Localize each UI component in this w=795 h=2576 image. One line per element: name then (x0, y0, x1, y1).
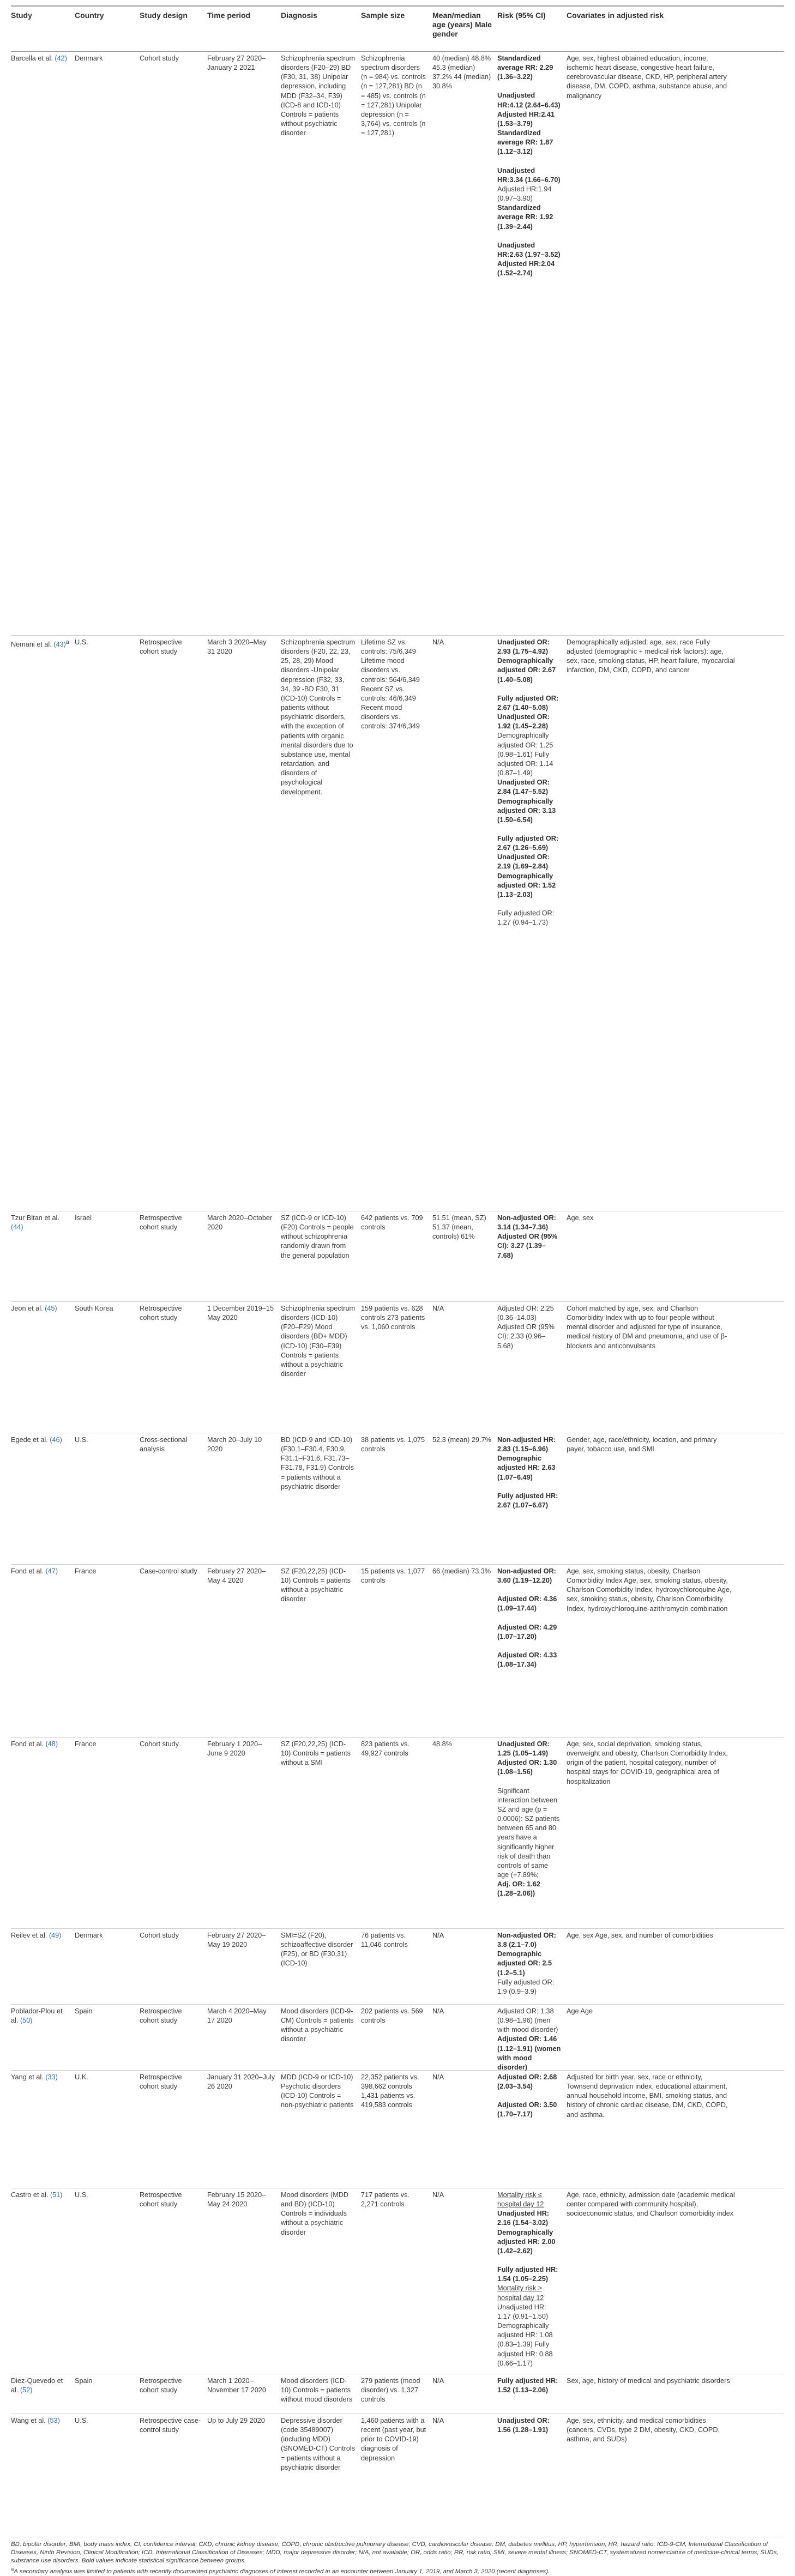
risk-spacer (497, 1642, 561, 1651)
header-time-period: Time period (207, 11, 251, 20)
cell-risk (497, 1738, 567, 1928)
cell-diagnosis: MDD (ICD-9 or ICD-10) Psychotic disorders (ICD-10) Controls = non-psychiatric patients (281, 2073, 354, 2109)
risk-estimate: Unadjusted OR: 2.84 (1.47–5.52) Demographically adjusted OR: 3.13 (1.50–6.54) (497, 779, 556, 824)
reference-link[interactable]: (42) (55, 55, 67, 62)
risk-estimate: Fully adjusted OR: 1.27 (0.94–1.73) (497, 909, 555, 927)
cell-sample: 159 patients vs. 628 controls 273 patients vs. 1,060 controls (361, 1305, 425, 1331)
cell-risk (497, 2374, 567, 2414)
risk-estimate: Unadjusted HR:2.63 (1.97–3.52) Adjusted HR:2.04 (1.52–2.74) (497, 241, 561, 277)
risk-estimate: Adjusted HR:1.94 (0.97–3.90) (497, 185, 552, 203)
risk-estimate: Fully adjusted OR: 1.9 (0.9–3.9) (497, 1978, 555, 1995)
table-row (11, 1211, 784, 1302)
table-row (11, 2188, 784, 2374)
cell-design: Cohort study (140, 1740, 179, 1748)
cell-risk (497, 52, 567, 635)
header-sample-size: Sample size (361, 11, 405, 20)
cell-period: 1 December 2019–15 May 2020 (207, 1305, 274, 1322)
cell-design: Retrospective cohort study (140, 2073, 182, 2091)
risk-estimate: Standardized average RR: 1.92 (1.39–2.44) (497, 204, 553, 231)
cell-covariates: Demographically adjusted: age, sex, race Fully adjusted (demographic + medical risk factors): age, sex, race, smoking status, HP, heart failure, myocardial infarction, DM, CKD, COPD, and cancer (567, 638, 735, 674)
cell-study (11, 2414, 75, 2537)
cell-sample: 202 patients vs. 569 controls (361, 2007, 423, 2025)
reference-link[interactable]: (53) (47, 2417, 60, 2424)
table-row (11, 2374, 784, 2414)
cell-study (11, 2188, 75, 2374)
cell-diagnosis: Mood disorders (ICD-10) Controls = patients without mood disorders (281, 2377, 353, 2404)
risk-estimate: Unadjusted HR:3.34 (1.66–6.70) (497, 166, 561, 184)
cell-risk (497, 1929, 567, 2004)
cell-country: U.K. (75, 2073, 88, 2081)
reference-link[interactable]: (33) (45, 2073, 58, 2081)
cell-sample: 717 patients vs. 2,271 controls (361, 2191, 409, 2209)
reference-link[interactable]: (48) (45, 1740, 58, 1748)
table-header-row (11, 7, 784, 52)
cell-age: N/A (432, 2417, 444, 2424)
cell-diagnosis: SMI=SZ (F20), schizoaffective disorder (F25), or BD (F30,31)(ICD-10) (281, 1932, 353, 1968)
risk-estimate: Adjusted OR: 3.50 (1.70–7.17) (497, 2101, 557, 2119)
risk-estimate: Standardized average RR: 2.29 (1.36–3.22) (497, 55, 553, 81)
cell-covariates: Age Age (567, 2007, 593, 2015)
cell-period: March 3 2020–May 31 2020 (207, 638, 267, 656)
cell-country: South Korea (75, 1305, 113, 1312)
cell-risk (497, 1302, 567, 1433)
cell-diagnosis: Schizophrenia spectrum disorders (F20, 22, 23, 25, 28, 29) Mood disorders -Unipolar depression (F32, 33, 34, 39 -BD F30, 31 (ICD-10) Controls = patients without psychiatric disorders, with the exception of patients with organic mental disorders due to substance use, mental retardation, and disorders of psychological development. (281, 638, 356, 796)
cell-study (11, 52, 75, 635)
risk-estimate: Unadjusted HR: 2.16 (1.54–3.02) Demographically adjusted HR: 2.00 (1.42–2.62) (497, 2210, 556, 2255)
header-covariates: Covariates in adjusted risk (567, 11, 664, 20)
cell-age: N/A (432, 638, 444, 646)
cell-diagnosis: BD (ICD-9 and ICD-10) (F30.1–F30.4, F30.9, F31.1–F31.6, F31.73–F31.78, F31.9) Controls = patients without a psychiatric disorder (281, 1436, 354, 1491)
risk-estimate: Unadjusted OR: 1.56 (1.28–1.91) (497, 2417, 550, 2434)
study-author: Egede et al. (11, 1436, 48, 1444)
cell-diagnosis: Schizophrenia spectrum disorders (F20–29) BD (F30, 31, 38) Unipolar depression, including MDD (F32–34, F39) (ICD-8 and ICD-10) Controls = patients without psychiatric disorder (281, 55, 356, 137)
cell-period: February 15 2020–May 24 2020 (207, 2191, 266, 2209)
cell-design: Retrospective cohort study (140, 2007, 182, 2025)
cell-sample: 642 patients vs. 709 controls (361, 1214, 423, 1232)
risk-estimate: Unadjusted HR: 1.17 (0.91–1.50) Demographically adjusted HR: 1.08 (0.83–1.39) Fully adjusted HR: 0.88 (0.66–1.17) (497, 2303, 553, 2367)
cell-age: 48.8% (432, 1740, 452, 1748)
study-author: Fond et al. (11, 1740, 44, 1748)
cell-period: March 20–July 10 2020 (207, 1436, 262, 1453)
risk-spacer (497, 1482, 561, 1492)
cell-country: France (75, 1567, 97, 1575)
cell-age: N/A (432, 1305, 444, 1312)
table-row (11, 2414, 784, 2537)
cell-diagnosis: Mood disorders (MDD and BD) (ICD-10) Controls = individuals without a psychiatric disorder (281, 2191, 349, 2236)
risk-estimate: Unadjusted OR: 1.25 (1.05–1.49) Adjusted OR: 1.30 (1.08–1.56) (497, 1740, 557, 1776)
cell-risk (497, 1565, 567, 1737)
reference-link[interactable]: (46) (50, 1436, 62, 1444)
cell-country: U.S. (75, 1436, 88, 1444)
cell-design: Retrospective cohort study (140, 2191, 182, 2209)
cell-age: N/A (432, 2191, 444, 2199)
cell-design: Cohort study (140, 55, 179, 62)
risk-spacer (497, 1777, 561, 1787)
risk-spacer (497, 2256, 561, 2265)
cell-period: February 27 2020–May 19 2020 (207, 1932, 266, 1949)
header-country: Country (75, 11, 104, 20)
table-document (11, 5, 784, 2576)
risk-estimate: Mortality risk ≤ hospital day 12 (497, 2191, 544, 2209)
cell-risk (497, 2188, 567, 2374)
cell-country: U.S. (75, 2191, 88, 2199)
risk-estimate: Significant interaction between SZ and age (p = 0.0006): SZ patients between 65 and 80 years have a significantly higher risk of death than controls of same age (+7.89%; (497, 1787, 560, 1879)
risk-estimate: Adjusted OR: 1.38 (0.98–1.96) (men with mood disorder) (497, 2007, 558, 2034)
table-row (11, 1565, 784, 1738)
table-row (11, 1302, 784, 1433)
cell-study (11, 1302, 75, 1433)
study-author: Nemani et al. (11, 641, 52, 649)
risk-spacer (497, 2091, 561, 2101)
cell-risk (497, 2071, 567, 2188)
cell-country: Spain (75, 2377, 93, 2385)
risk-estimate: Mortality risk > hospital day 12 (497, 2284, 544, 2302)
cell-study (11, 2005, 75, 2070)
cell-country: Spain (75, 2007, 93, 2015)
study-author: Barcella et al. (11, 55, 53, 62)
header-study: Study (11, 11, 32, 20)
cell-covariates: Age, race, ethnicity, admission date (academic medical center compared with community hospital), socioeconomic status, and Charlson comorbidity index (567, 2191, 735, 2218)
cell-risk (497, 1211, 567, 1301)
cell-sample: Lifetime SZ vs. controls: 75/6,349 Lifetime mood disorders vs. controls: 564/6,349 Recent SZ vs. controls: 46/6,349 Recent mood disorders vs. controls: 374/6,349 (361, 638, 420, 731)
cell-design: Cross-sectional analysis (140, 1436, 188, 1453)
table-row (11, 636, 784, 1211)
cell-age: 52.3 (mean) 29.7% (432, 1436, 491, 1444)
header-age-gender: Mean/median age (years) Male gender (432, 11, 492, 38)
cell-risk (497, 636, 567, 1211)
cell-design: Retrospective cohort study (140, 1214, 182, 1232)
table-row (11, 52, 784, 636)
cell-country: France (75, 1740, 97, 1748)
header-diagnosis: Diagnosis (281, 11, 317, 20)
table-row (11, 1738, 784, 1929)
cell-sample: Schizophrenia spectrum disorders (n = 984) vs. controls (n = 127,281) BD (n = 485) vs. controls (n = 127,281) Unipolar depression (n = 3,764) vs. controls (n = 127,281) (361, 55, 426, 137)
cell-country: U.S. (75, 638, 88, 646)
study-author: Yang et al. (11, 2073, 44, 2081)
study-author: Diez-Quevedo et al. (11, 2377, 63, 2394)
risk-spacer (497, 825, 561, 834)
cell-sample: 823 patients vs. 49,927 controls (361, 1740, 409, 1758)
cell-sample: 22,352 patients vs. 398,662 controls 1,431 patients vs. 419,583 controls (361, 2073, 419, 2109)
cell-study (11, 1738, 75, 1928)
risk-spacer (497, 685, 561, 694)
cell-covariates: Age, sex, social deprivation, smoking status, overweight and obesity, Charlson Comorbidity Index, origin of the patient, hospital category, number of hospital stays for COVID-19, geographical area of hospitalization (567, 1740, 728, 1785)
cell-design: Retrospective cohort study (140, 638, 182, 656)
cell-covariates: Age, sex (567, 1214, 594, 1222)
cell-covariates: Age, sex Age, sex, and number of comorbidities (567, 1932, 713, 1939)
risk-estimate: Adjusted OR: 1.46 (1.12–1.91) (women with mood disorder) (497, 2035, 561, 2071)
cell-country: Israel (75, 1214, 92, 1222)
footnote-marker: a (65, 639, 69, 645)
cell-risk (497, 1433, 567, 1564)
cell-diagnosis: Mood disorders (ICD-9-CM) Controls = patients without a psychiatric disorder (281, 2007, 354, 2043)
cell-age: N/A (432, 2007, 444, 2015)
risk-spacer (497, 1614, 561, 1623)
risk-spacer (497, 900, 561, 909)
table-row (11, 2005, 784, 2071)
cell-covariates: Age, sex, ethnicity, and medical comorbidities (cancers, CVDs, type 2 DM, obesity, CKD, COPD, asthma, and SUDs) (567, 2417, 720, 2444)
table-row (11, 1929, 784, 2005)
cell-country: Denmark (75, 55, 103, 62)
risk-spacer (497, 157, 561, 166)
header-study-design: Study design (140, 11, 188, 20)
risk-estimate: Adjusted OR: 2.25 (0.36–14.03) Adjusted OR (95% CI): 2.33 (0.96–5.68) (497, 1305, 555, 1350)
risk-spacer (497, 82, 561, 91)
footnote-abbreviations: BD, bipolar disorder; BMI, body mass index; CI, confidence interval; CKD, chronic kidney disease; COPD, chronic obstructive pulmonary disease; CVD, cardiovascular disease; DM, diabetes mellitus; HP, hypertension; HR, hazard ratio; ICD-9-CM, International Classification of Diseases, Ninth Revision, Clinical Modification; ICD, International Classification of Diseases; MDD, major depressive disorder; N/A, not available; OR, odds ratio; RR, risk ratio; SMI, severe mental illness; SNOMED-CT, systematized nomenclature of medicine-clinical terms; SUDs, substance use disorders. Bold values indicate statistical significance between groups. (11, 2541, 779, 2564)
cell-covariates: Adjusted for birth year, sex, race or ethnicity, Townsend deprivation index, educational attainment, annual household income, BMI, smoking status, and history of chronic cardiac disease, DM, CKD, COPD, and asthma. (567, 2073, 728, 2119)
cell-period: February 27 2020–May 4 2020 (207, 1567, 266, 1585)
reference-link[interactable]: (49) (49, 1932, 62, 1939)
cell-design: Retrospective case-control study (140, 2417, 201, 2434)
study-author: Wang et al. (11, 2417, 46, 2424)
cell-study (11, 2071, 75, 2188)
cell-sample: 1,460 patients with a recent (past year, but prior to COVID-19) diagnosis of depression (361, 2417, 426, 2462)
reference-link[interactable]: (47) (45, 1567, 58, 1575)
cell-study (11, 1565, 75, 1737)
table-footnote (11, 2541, 784, 2576)
study-author: Tzur Bitan et al. (11, 1214, 59, 1222)
risk-estimate: Fully adjusted HR: 2.67 (1.07–6.67) (497, 1492, 558, 1509)
risk-estimate: Adj. OR: 1.62 (1.28–2.06)) (497, 1880, 540, 1898)
risk-estimate: Unadjusted OR: 2.93 (1.75–4.92) Demographically adjusted OR: 2.67 (1.40–5.08) (497, 638, 556, 684)
study-author: Jeon et al. (11, 1305, 43, 1312)
reference-link[interactable]: (45) (45, 1305, 57, 1312)
cell-sample: 38 patients vs. 1,075 controls (361, 1436, 425, 1453)
cell-age: 51.51 (mean, SZ) 51.37 (mean, controls) 61% (432, 1214, 486, 1241)
reference-link[interactable]: (44) (11, 1223, 23, 1232)
risk-estimate: Fully adjusted HR: 1.52 (1.13–2.06) (497, 2377, 558, 2394)
header-risk: Risk (95% CI) (497, 11, 546, 20)
cell-design: Cohort study (140, 1932, 179, 1939)
cell-covariates: Sex, age, history of medical and psychiatric disorders (567, 2377, 730, 2385)
reference-link[interactable]: (50) (20, 2017, 33, 2025)
cell-risk (497, 2414, 567, 2537)
cell-study (11, 2374, 75, 2414)
cell-study (11, 1433, 75, 1564)
cell-design: Retrospective cohort study (140, 2377, 182, 2394)
study-author: Fond et al. (11, 1567, 44, 1575)
cell-diagnosis: SZ (ICD-9 or ICD-10) (F20) Controls = people without schizophrenia randomly drawn from the general population (281, 1214, 354, 1259)
cell-study (11, 636, 75, 1211)
cell-diagnosis: SZ (F20,22,25) (ICD-10) Controls = patients without a SMI (281, 1740, 351, 1767)
cell-period: January 31 2020–July 26 2020 (207, 2073, 275, 2091)
cell-study (11, 1211, 75, 1301)
cell-age: N/A (432, 2073, 444, 2081)
risk-estimate: Non-adjusted OR: 3.14 (1.34–7.36) Adjusted OR (95% CI): 3.27 (1.39–7.68) (497, 1214, 557, 1259)
cell-covariates: Gender, age, race/ethnicity, location, and primary payer, tobacco use, and SMI. (567, 1436, 717, 1453)
cell-country: U.S. (75, 2417, 88, 2424)
risk-spacer (497, 1585, 561, 1595)
cell-diagnosis: Depressive disorder (code 35489007) (including MDD) (SNOMED-CT) Controls = patients without a psychiatric disorder (281, 2417, 356, 2471)
cell-period: March 2020–October 2020 (207, 1214, 273, 1232)
cell-design: Retrospective cohort study (140, 1305, 182, 1322)
risk-estimate: Adjusted OR: 4.36 (1.09–17.44) (497, 1595, 557, 1613)
cell-covariates: Age, sex, smoking status, obesity, Charlson Comorbidity Index Age, sex, smoking status, obesity, Charlson Comorbidity Index, hydroxychloroquine Age, sex, smoking status, obesity, Charlson Comorbidity Index, hydroxychloroquine-azithromycin combination (567, 1567, 732, 1613)
cell-age: N/A (432, 2377, 444, 2385)
cell-period: Up to July 29 2020 (207, 2417, 265, 2424)
table-row (11, 1433, 784, 1565)
study-author: Poblador-Plou et al. (11, 2007, 63, 2025)
risk-estimate: Fully adjusted HR: 1.54 (1.05–2.25) (497, 2266, 558, 2283)
cell-sample: 279 patients (mood disorder) vs. 1,327 controls (361, 2377, 420, 2404)
risk-estimate: Adjusted OR: 2.68 (2.03–3.54) (497, 2073, 557, 2091)
cell-period: March 1 2020–November 17 2020 (207, 2377, 266, 2394)
risk-estimate: Non-adjusted HR: 2.83 (1.15–6.96) Demographic adjusted HR: 2.63 (1.07–6.49) (497, 1436, 556, 1481)
study-author: Reilev et al. (11, 1932, 47, 1939)
footnote-a: $^a$A secondary analysis was limited to patients with recently documented psychiatric diagnoses of interest recorded in an encounter between January 1, 2019, and March 3, 2020 (recent diagnoses). (11, 2566, 550, 2575)
risk-estimate: Fully adjusted OR: 2.67 (1.40–5.08) Unadjusted OR: 1.92 (1.45–2.28) (497, 694, 559, 731)
cell-period: March 4 2020–May 17 2020 (207, 2007, 267, 2025)
cell-period: February 27 2020–January 2 2021 (207, 55, 266, 72)
cell-design: Case-control study (140, 1567, 197, 1575)
cell-age: 66 (median) 73.3% (432, 1567, 491, 1575)
risk-estimate: Non-adjusted OR: 3.60 (1.19–12.20) (497, 1567, 556, 1585)
risk-estimate: Non-adjusted OR: 3.8 (2.1–7.0) Demographic adjusted OR: 2.5 (1.2–5.1) (497, 1932, 556, 1977)
cell-diagnosis: SZ (F20,22,25) (ICD-10) Controls = patients without a psychiatric disorder (281, 1567, 351, 1603)
risk-estimate: Unadjusted HR:4.12 (2.64–6.43) Adjusted HR:2.41 (1.53–3.79) Standardized average RR: 1.87 (1.12–3.12) (497, 92, 561, 156)
cell-risk (497, 2005, 567, 2070)
cell-age: 40 (median) 48.8% 45.3 (median) 37.2% 44 (median) 30.8% (432, 55, 491, 91)
table-body (11, 52, 784, 2537)
cell-covariates: Cohort matched by age, sex, and Charlson Comorbidity Index with up to four people without mental disorder and adjusted for type of insurance, medical history of DM and pneumonia, and use of β-blockers and anticonvulsants (567, 1305, 727, 1350)
cell-sample: 76 patients vs. 11,046 controls (361, 1932, 408, 1949)
risk-estimate: Adjusted OR: 4.33 (1.08–17.34) (497, 1651, 557, 1669)
cell-country: Denmark (75, 1932, 103, 1939)
cell-covariates: Age, sex, highest obtained education, income, ischemic heart disease, congestive heart failure, cerebrovascular disease, CKD, HP, peripheral artery disease, DM, COPD, asthma, substance abuse, and malignancy (567, 55, 727, 100)
risk-estimate: Demographically adjusted OR: 1.25 (0.98–1.61) Fully adjusted OR: 1.14 (0.87–1.49) (497, 732, 553, 777)
cell-period: February 1 2020–June 9 2020 (207, 1740, 262, 1758)
cell-diagnosis: Schizophrenia spectrum disorders (ICD-10) (F20–F29) Mood disorders (BD+ MDD) (ICD-10) (F30–F39) Controls = patients without a psychiatric disorder (281, 1305, 356, 1378)
risk-estimate: Adjusted OR: 4.29 (1.07–17.20) (497, 1623, 557, 1640)
table-row (11, 2071, 784, 2188)
risk-estimate: Fully adjusted OR: 2.67 (1.26–5.69) Unadjusted OR: 2.19 (1.69–2.84) Demographically adjusted OR: 1.52 (1.13–2.03) (497, 834, 559, 898)
cell-age: N/A (432, 1932, 444, 1939)
cell-study (11, 1929, 75, 2004)
risk-spacer (497, 232, 561, 241)
cell-sample: 15 patients vs. 1,077 controls (361, 1567, 425, 1585)
study-author: Castro et al. (11, 2191, 49, 2199)
reference-link[interactable]: (52) (20, 2386, 33, 2394)
reference-link[interactable]: (43) (53, 641, 66, 649)
reference-link[interactable]: (51) (50, 2191, 63, 2199)
